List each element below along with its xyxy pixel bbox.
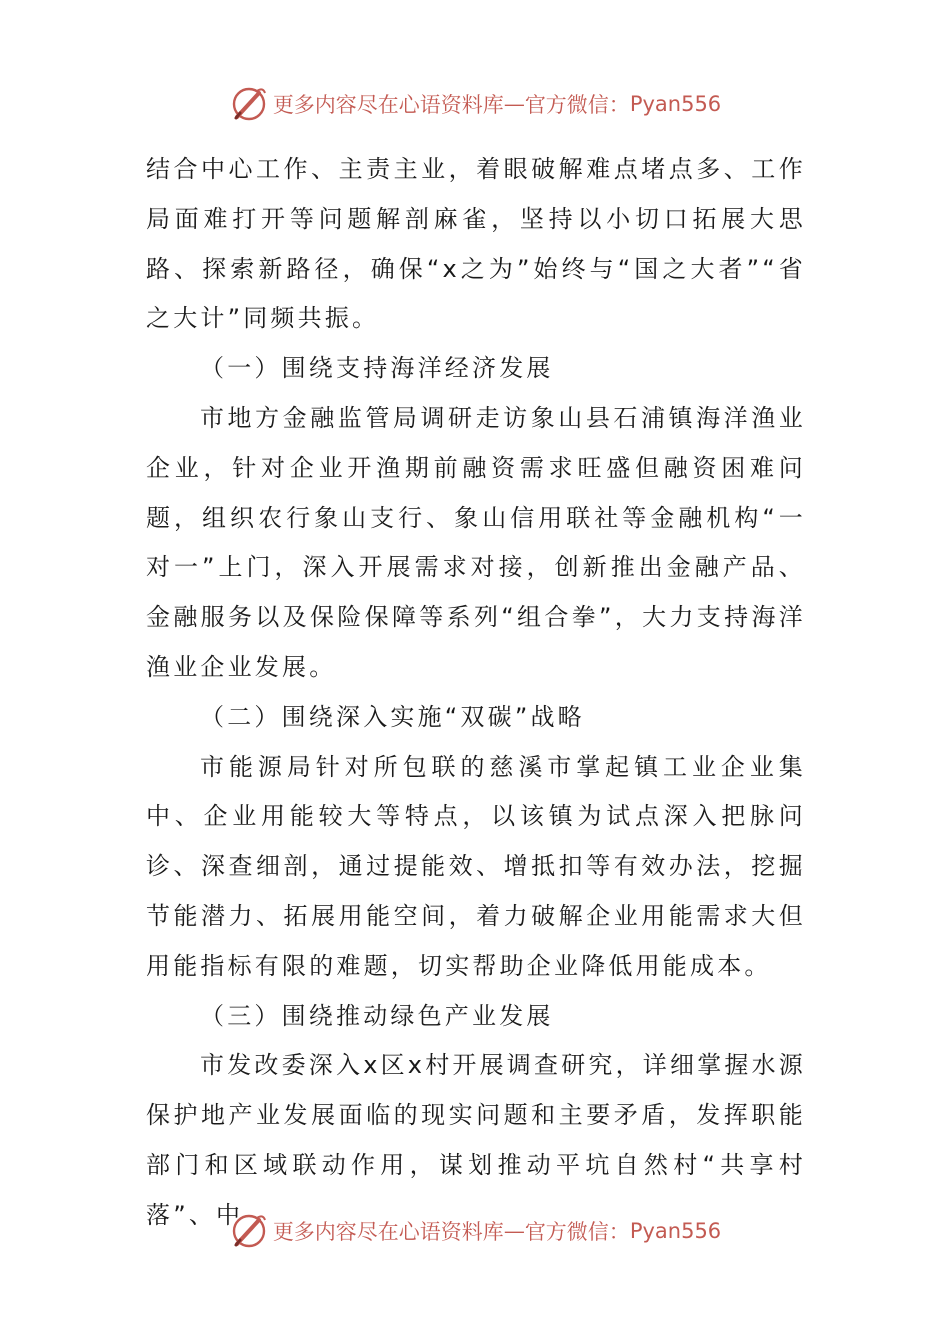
pen-logo-icon [229, 1211, 269, 1251]
body-text [146, 145, 806, 1241]
banner-dash: — [503, 1219, 525, 1243]
paragraph-section-2: 市能源局针对所包联的慈溪市掌起镇工业企业集中、企业用能较大等特点，以该镇为试点深入把脉问诊、深查细剖，通过提能效、增抵扣等有效办法，挖掘节能潜力、拓展用能空间，着力破解企业用能需求大但用能指标有限的难题，切实帮助企业降低用能成本。 [146, 752, 806, 980]
paragraph-section-3: 市发改委深入x区x村开展调查研究，详细掌握水源保护地产业发展面临的现实问题和主要矛盾，发挥职能部门和区域联动作用，谋划推动平坑自然村“共享村落”、中 [146, 1051, 807, 1229]
banner-site-name: 更多内容尽在心语资料库 [272, 93, 504, 117]
banner-dash: — [503, 92, 525, 116]
section-heading-3: （三）围绕推动绿色产业发展 [200, 1001, 554, 1030]
banner-wechat-label: 官方微信： [524, 93, 630, 117]
footer-watermark [0, 1209, 950, 1253]
section-heading-1: （一）围绕支持海洋经济发展 [200, 354, 554, 383]
banner-wechat-id: Pyan556 [629, 1219, 722, 1243]
paragraph-intro-continued: 结合中心工作、主责主业，着眼破解难点堵点多、工作局面难打开等问题解剖麻雀，坚持以小切口拓展大思路、探索新路径，确保“x之为”始终与“国之大者”“省之大计”同频共振。 [146, 155, 806, 333]
pen-logo-icon [229, 84, 269, 124]
banner-wechat-label: 官方微信： [524, 1220, 630, 1244]
paragraph-section-1: 市地方金融监管局调研走访象山县石浦镇海洋渔业企业，针对企业开渔期前融资需求旺盛但融资困难问题，组织农行象山支行、象山信用联社等金融机构“一对一”上门，深入开展需求对接，创新推出金融产品、金融服务以及保险保障等系列“组合拳”，大力支持海洋渔业企业发展。 [146, 403, 806, 681]
section-heading-2: （二）围绕深入实施“双碳”战略 [200, 702, 585, 731]
banner-site-name: 更多内容尽在心语资料库 [272, 1220, 504, 1244]
header-watermark [0, 82, 950, 126]
banner-wechat-id: Pyan556 [629, 92, 722, 116]
